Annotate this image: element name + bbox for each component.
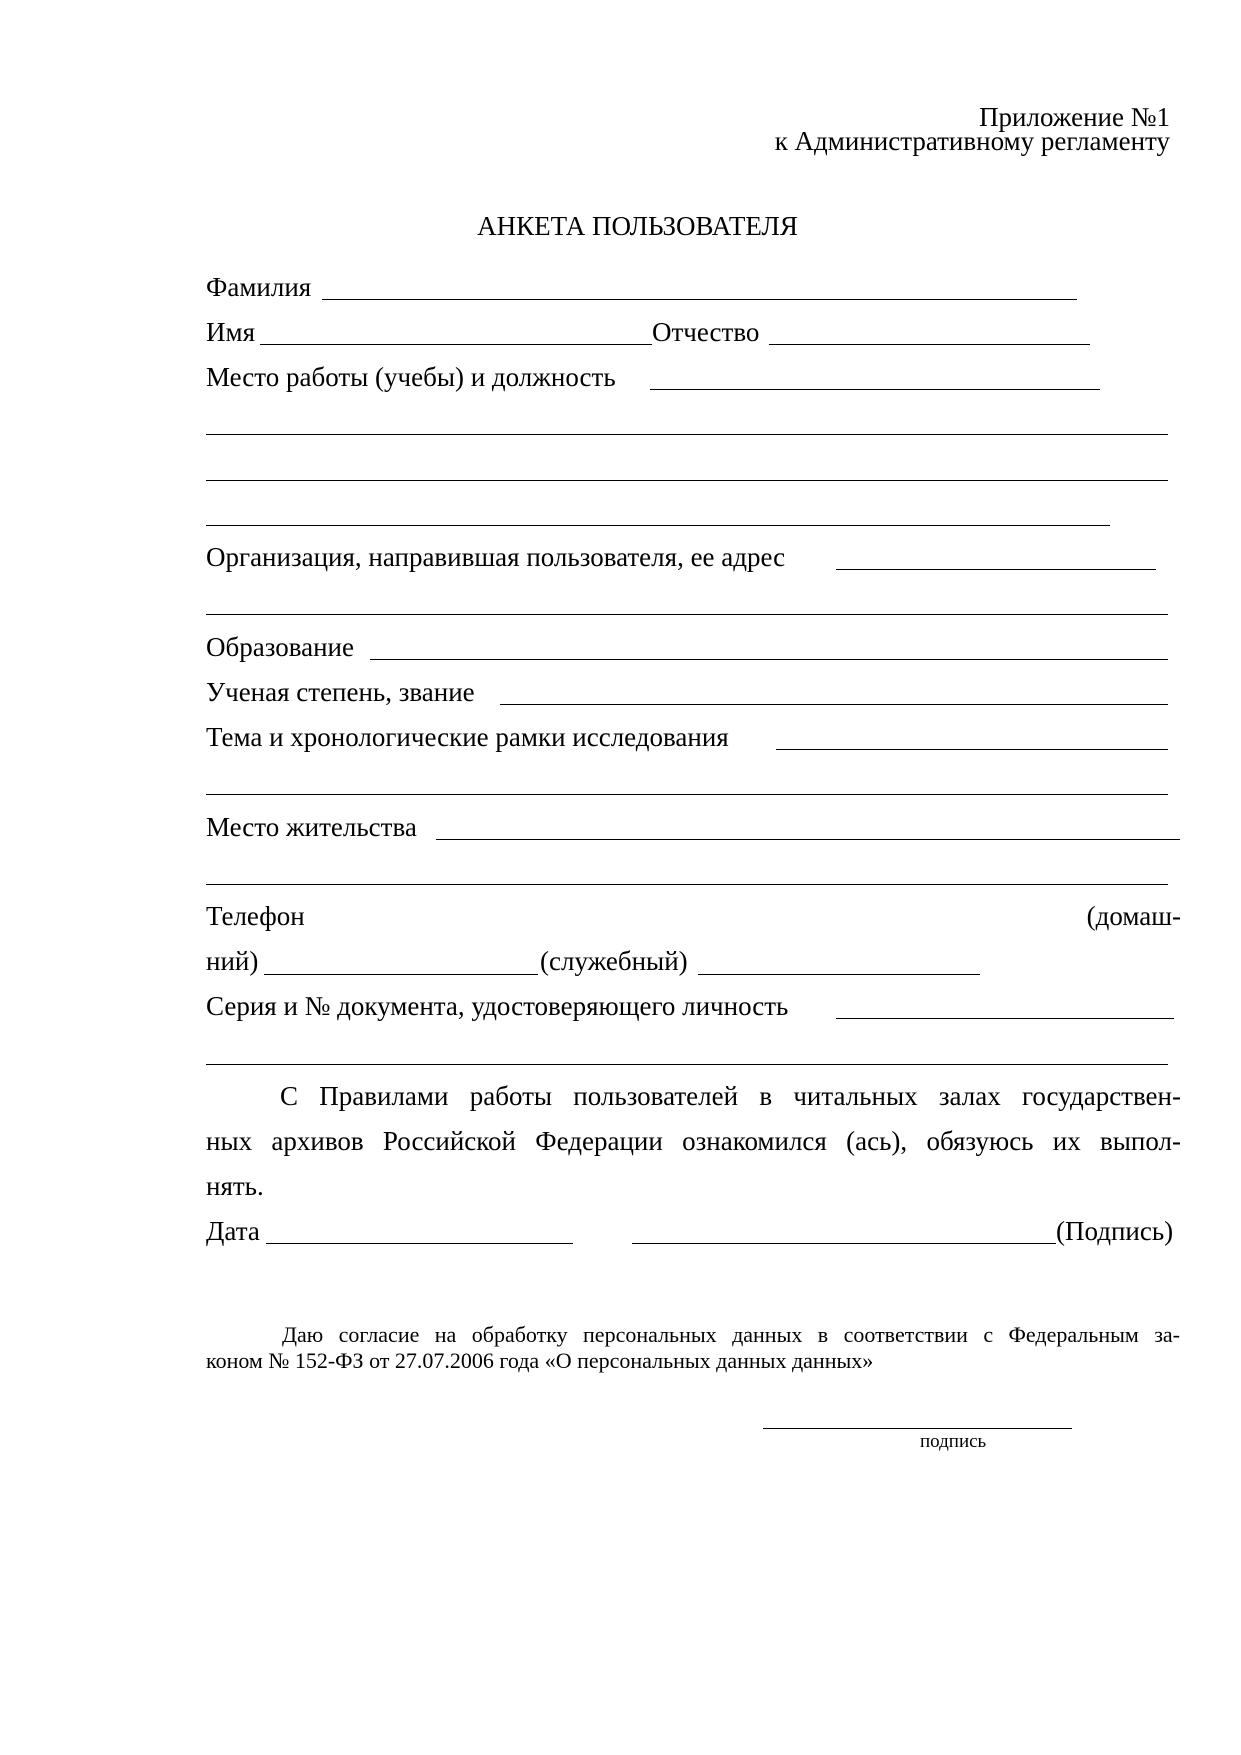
workplace-field[interactable] [650,389,1100,390]
phone-home-label-end: ний) [206,946,259,976]
consent-signature-caption: подпись [920,1431,987,1452]
phone-label: Телефон [206,901,305,931]
appendix-reference: к Административному регламенту [774,126,1170,156]
workplace-field-line-2[interactable] [206,434,1168,435]
residence-field-line-2[interactable] [206,884,1168,885]
consent-signature-field[interactable] [763,1428,1072,1429]
phone-home-label-start: (домаш- [1086,901,1181,931]
education-label: Образование [206,632,354,662]
surname-label: Фамилия [206,272,312,302]
name-field[interactable] [260,344,652,345]
phone-work-label: (служебный) [540,946,688,976]
document-field-line-2[interactable] [206,1064,1168,1065]
research-topic-label: Тема и хронологические рамки исследования [206,722,729,752]
name-label: Имя [206,317,256,347]
research-topic-field-line-2[interactable] [206,794,1168,795]
signature-field[interactable] [632,1243,1056,1244]
agreement-line-2: ных архивов Российской Федерации ознакомился (ась), обязуюсь их выпол- [206,1126,1181,1156]
appendix-number: Приложение №1 [979,102,1170,132]
workplace-field-line-3[interactable] [206,480,1168,481]
patronymic-label: Отчество [652,317,760,347]
research-topic-field[interactable] [776,749,1168,750]
organization-field-line-2[interactable] [206,614,1168,615]
phone-home-field[interactable] [264,974,538,975]
document-label: Серия и № документа, удостоверяющего личность [206,991,789,1021]
organization-field[interactable] [836,569,1156,570]
patronymic-field[interactable] [769,344,1090,345]
signature-label: (Подпись) [1056,1216,1174,1246]
education-field[interactable] [370,659,1168,660]
degree-label: Ученая степень, звание [206,677,475,707]
surname-field[interactable] [322,299,1077,300]
date-label: Дата [206,1216,260,1246]
residence-field[interactable] [436,839,1180,840]
workplace-field-line-4[interactable] [206,525,1110,526]
date-field[interactable] [266,1243,573,1244]
consent-line-1: Даю согласие на обработку персональных данных в соответствии с Федеральным за- [282,1322,1180,1347]
document-field[interactable] [836,1018,1174,1019]
workplace-label: Место работы (учебы) и должность [206,362,616,392]
organization-label: Организация, направившая пользователя, ее адрес [206,542,786,572]
phone-work-field[interactable] [698,974,980,975]
residence-label: Место жительства [206,812,417,842]
agreement-line-1: С Правилами работы пользователей в читальных залах государствен- [280,1081,1181,1111]
degree-field[interactable] [500,704,1168,705]
form-title: АНКЕТА ПОЛЬЗОВАТЕЛЯ [477,211,798,241]
consent-line-2: коном № 152-ФЗ от 27.07.2006 года «О персональных данных данных» [206,1348,874,1373]
agreement-line-3: нять. [206,1171,264,1201]
